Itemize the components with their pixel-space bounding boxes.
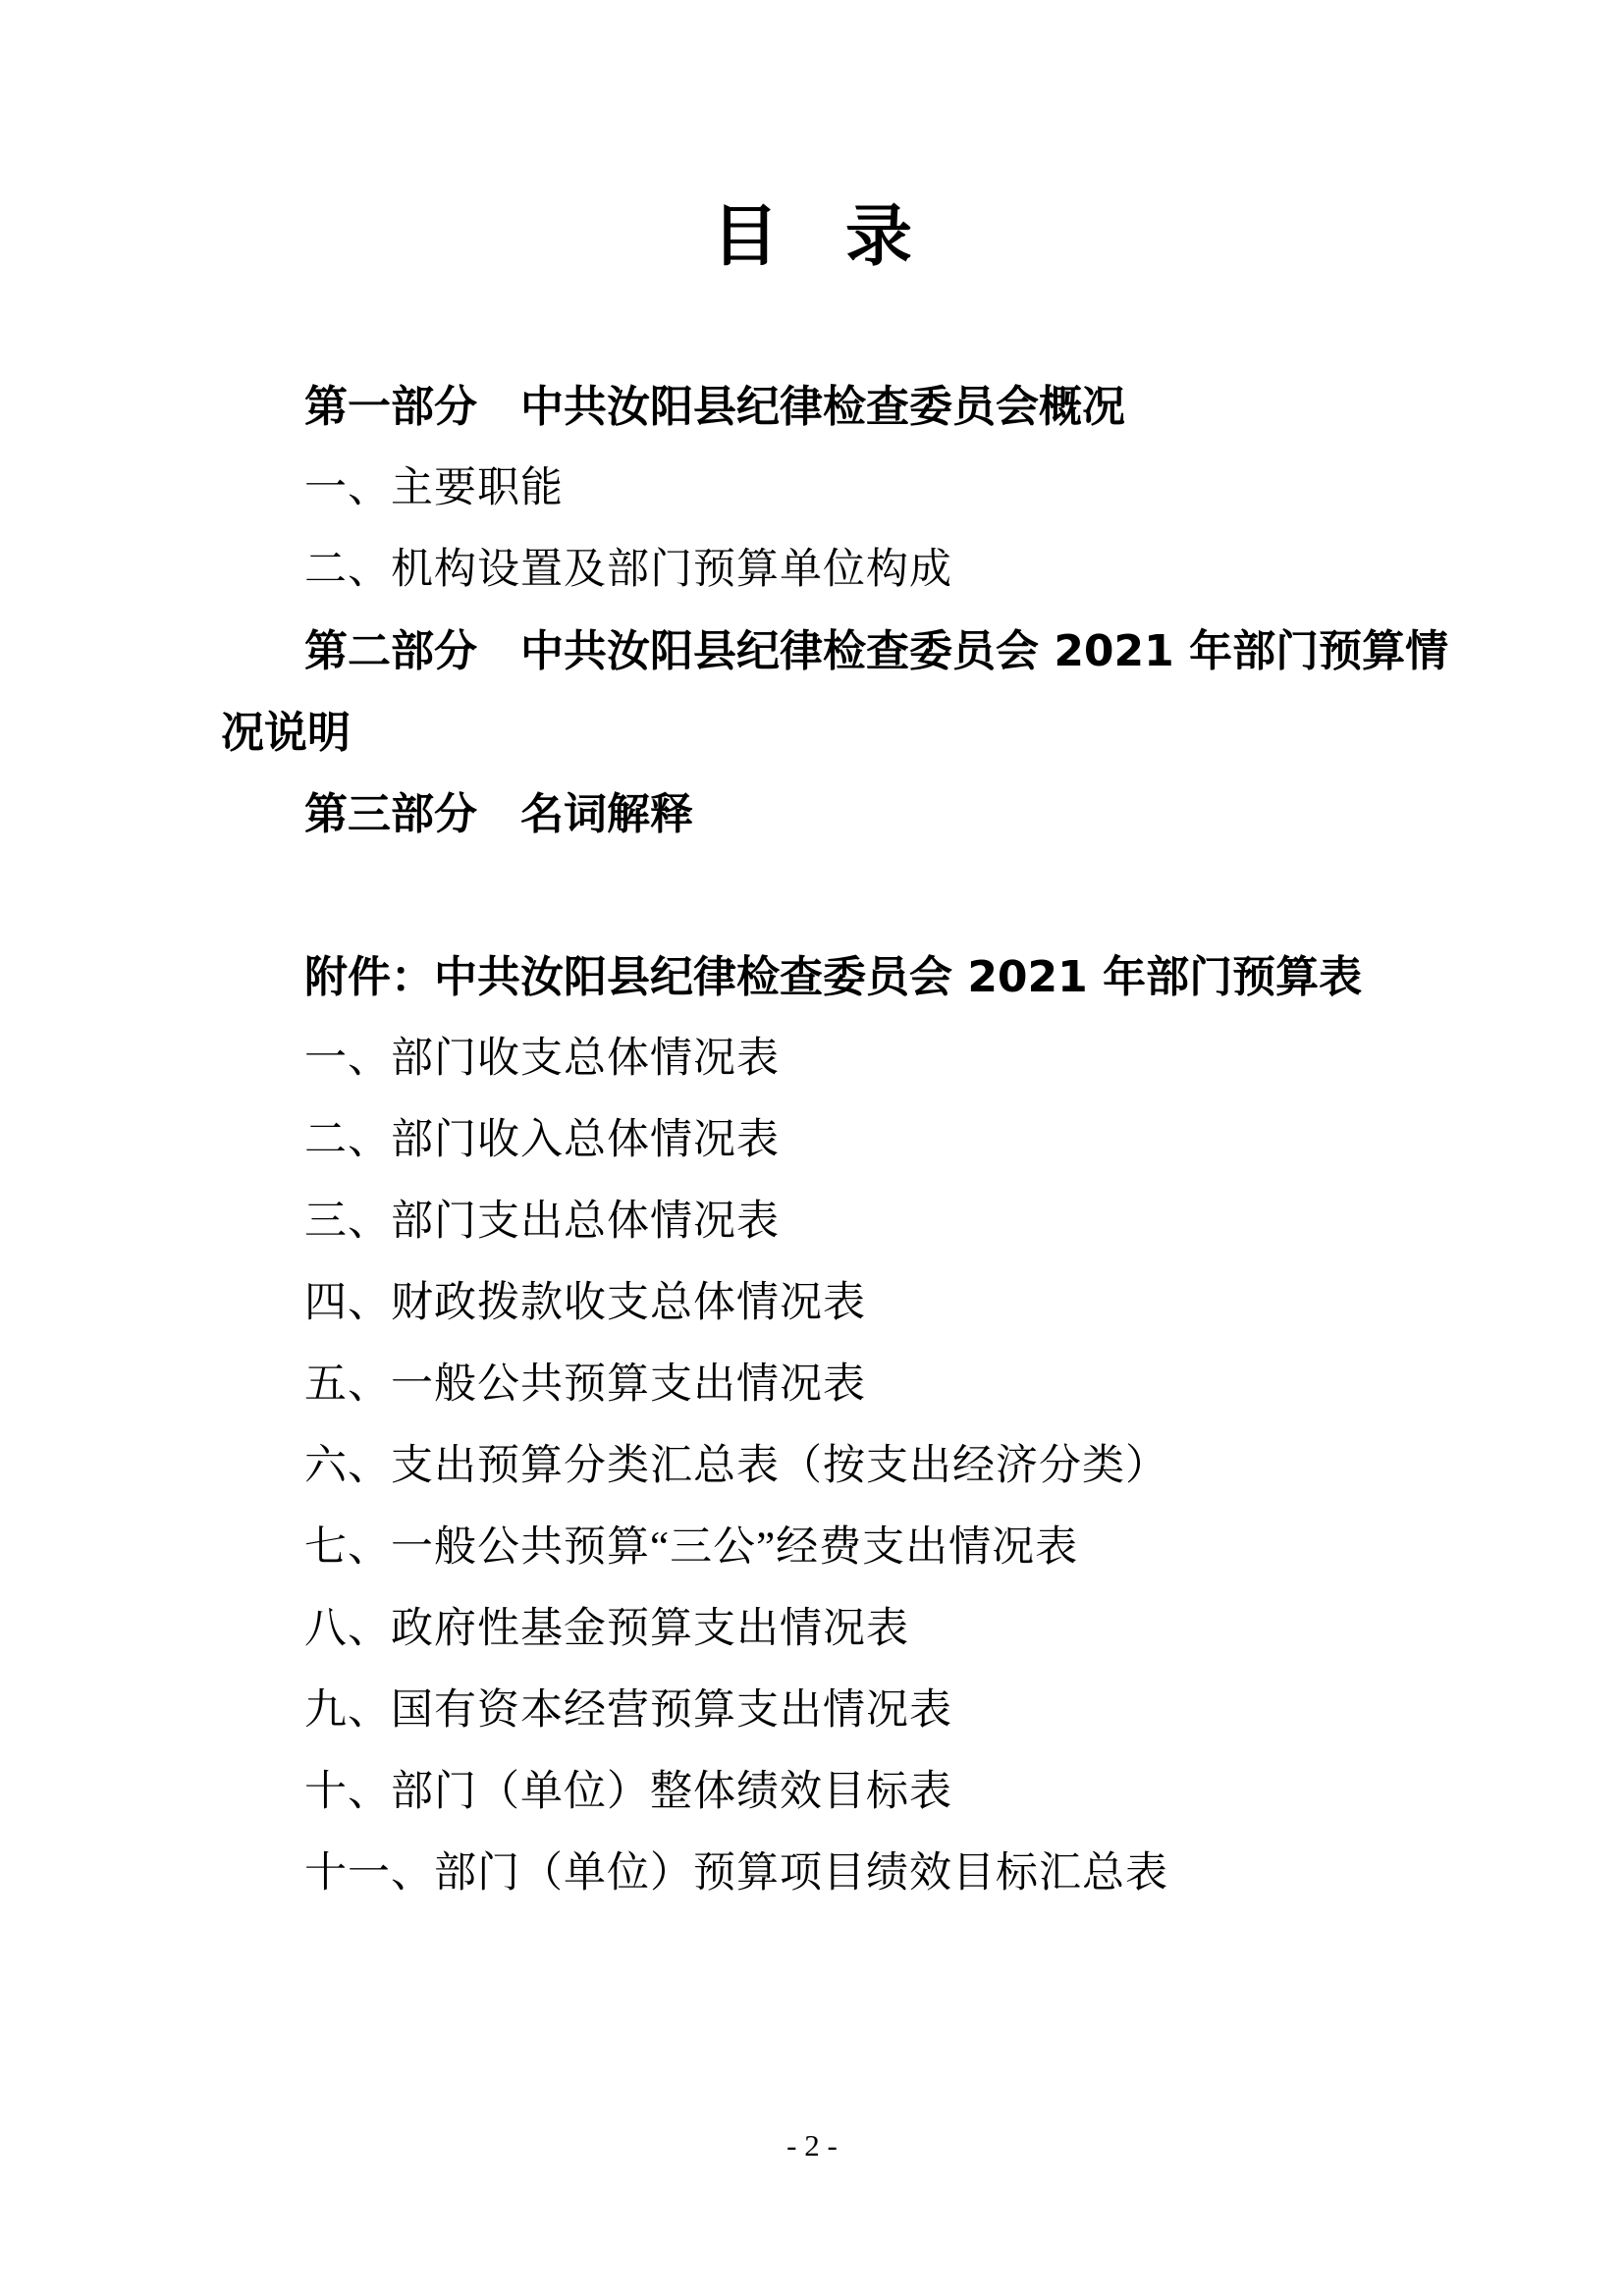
toc-table-10-overall-performance: 十、部门（单位）整体绩效目标表 — [304, 1769, 952, 1815]
toc-table-8-government-fund: 八、政府性基金预算支出情况表 — [304, 1606, 909, 1652]
toc-part2-heading-line2: 况说明 — [221, 708, 351, 758]
toc-part3-heading: 第三部分 名词解释 — [304, 789, 693, 839]
toc-part2-heading-line1: 第二部分 中共汝阳县纪律检查委员会 2021 年部门预算情 — [304, 626, 1449, 676]
toc-table-11-project-performance: 十一、部门（单位）预算项目绩效目标汇总表 — [304, 1850, 1168, 1896]
toc-part1-heading: 第一部分 中共汝阳县纪律检查委员会概况 — [304, 382, 1125, 432]
toc-table-2-income: 二、部门收入总体情况表 — [304, 1117, 780, 1163]
toc-table-5-public-budget: 五、一般公共预算支出情况表 — [304, 1362, 866, 1408]
toc-table-3-expense: 三、部门支出总体情况表 — [304, 1199, 780, 1245]
toc-table-1-income-expense: 一、部门收支总体情况表 — [304, 1036, 780, 1082]
toc-table-4-fiscal-appropriation: 四、财政拨款收支总体情况表 — [304, 1280, 866, 1326]
toc-table-7-three-public-funds: 七、一般公共预算“三公”经费支出情况表 — [304, 1524, 1079, 1571]
toc-item-org-structure: 二、机构设置及部门预算单位构成 — [304, 547, 952, 593]
toc-item-main-duties: 一、主要职能 — [304, 465, 564, 511]
page-title: 目 录 — [711, 198, 912, 276]
toc-attachment-heading: 附件：中共汝阳县纪律检查委员会 2021 年部门预算表 — [304, 952, 1363, 1002]
toc-table-6-expense-classification: 六、支出预算分类汇总表（按支出经济分类） — [304, 1443, 1168, 1489]
page-number: - 2 - — [786, 2128, 838, 2163]
toc-table-9-state-capital: 九、国有资本经营预算支出情况表 — [304, 1687, 952, 1734]
